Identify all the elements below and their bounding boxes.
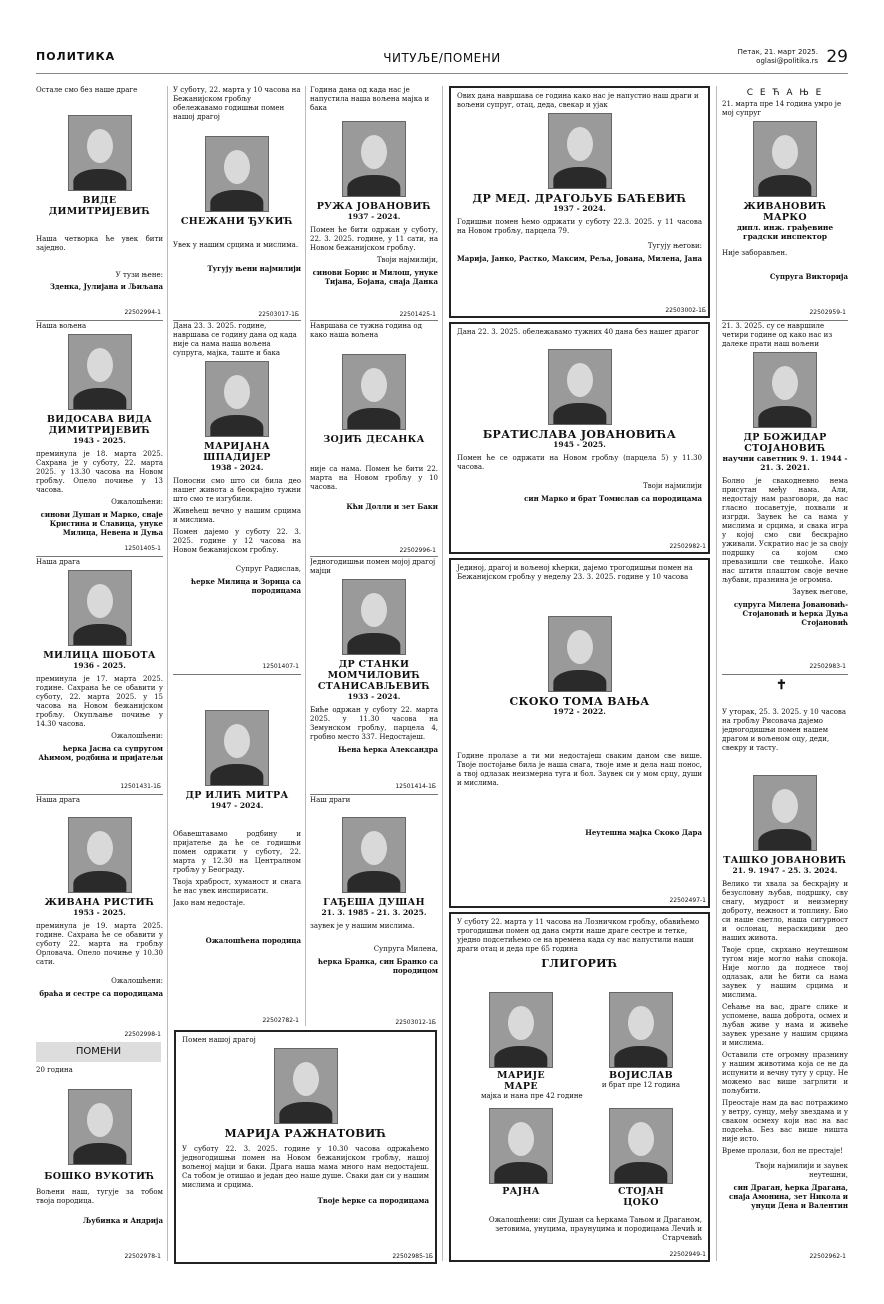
ad-code: 22502962-1 [809, 1253, 846, 1260]
ad-code: 22502996-1 [399, 547, 436, 554]
portrait-photo [609, 1108, 673, 1184]
ad-code: 12501414-1Б [395, 783, 436, 790]
deceased-name: ЖИВАНОВИЋ МАРКО [743, 201, 827, 223]
deceased-name: МАРИЈАНА ШПАДИЈЕР [203, 441, 271, 463]
ad-signature: браћа и сестре са породицама [39, 989, 163, 998]
gligoric-person-3 [481, 1108, 561, 1197]
pomen-dr-stanka-momcilovic [310, 558, 438, 792]
portrait-photo [205, 136, 269, 212]
ad-signature: Тугују њени најмилији [207, 264, 301, 273]
life-years: 1945 - 2025. [553, 440, 606, 449]
ad-lead: Наша драга [36, 558, 80, 566]
pomen-snezana-djukic [173, 86, 301, 320]
ad-lead: У суботу 22. марта у 11 часова на Лозничком гробљу, обавићемо трогодишњи помен од дана смрти наше драге сестре и тетке, уједно подсетићемо се на времена када су нас напустили наши драги отац и деда пре 65 година [457, 918, 700, 953]
pomen-gligoric-family [449, 912, 710, 1262]
ad-code: 22502983-1 [809, 663, 846, 670]
ad-code: 12501407-1 [262, 663, 299, 670]
pomen-gadjesa-dusan [310, 796, 438, 1028]
portrait-photo [274, 1048, 338, 1124]
deceased-name: ДР СТАНКИ МОМЧИЛОВИЋ СТАНИСАВЉЕВИЋ [317, 659, 431, 692]
portrait-photo [489, 1108, 553, 1184]
ad-code: 22502959-1 [809, 309, 846, 316]
person-name: СТОЈАН ЦОКО [618, 1186, 664, 1208]
ad-text: Наша четворка ће увек бити заједно. [36, 235, 163, 252]
cross-icon: ✝ [776, 678, 787, 693]
ad-lead: Навршава се тужна година од како наша вољена [310, 322, 422, 339]
ad-text: Није заборављен. [722, 249, 788, 257]
portrait-photo [753, 121, 817, 197]
ad-code: 22502998-1 [124, 1031, 161, 1038]
ad-code: 12501405-1 [124, 545, 161, 552]
ad-signature-intro: Ожалошћени: [111, 498, 163, 506]
masthead [36, 44, 848, 74]
ad-text: Живећеш вечно у нашим срцима и мислима. [173, 507, 301, 524]
pomen-bosko-vukotic [36, 1066, 163, 1262]
deceased-name: МИЛИЦА ШОБОТА [43, 650, 156, 661]
secanje-dr-bozidar-stojanovic [722, 322, 848, 672]
ad-divider [310, 794, 438, 795]
ad-signature: Марија, Јанко, Растко, Максим, Рељa, Јована, Милена, Јана [457, 254, 702, 263]
ad-signature-intro: Супруга Милена, [373, 945, 438, 953]
secanje-zivanovic-marko [722, 100, 848, 318]
newspaper-logo: ПОЛИТИКА [36, 50, 116, 63]
ad-signature: Зденка, Јулијана и Љиљана [49, 282, 163, 291]
ad-text: Твоје срце, скрхано неутешном тугом није могло наћи спокоја. Није могло да поднесе твој одлазак, али ће бити са нама заувек у нашим срцима и мислима. [722, 946, 848, 999]
ad-text: Твоја храброст, хуманост и снага ће нас увек инспирисати. [173, 878, 301, 895]
dateline [738, 48, 818, 66]
ad-divider [36, 556, 163, 557]
ad-signature: ћерка Јасна са супругом Аћимом, родбина и пријатељи [38, 744, 163, 762]
ad-lead: Наш драги [310, 796, 351, 804]
ad-signature: супруга Милена Јовановић-Стојановић и ћерка Дуња Стојановић [733, 600, 848, 627]
ad-text: Болно је свакодневно нема присутан међу нама. Али, недостају нам разговори, да нас гласно посаветује, похвали и изгрди. Заувек ће са нама у мислима и срцима, и свака игра у којој смо сви бескрајно уживали. Ускратио нас је за своју подршку са којом смо превазишли све тешкоће. Иако нас штити плаштом своје вечне љубави, празнина је огромна. [722, 477, 848, 584]
ad-signature: Њена ћерка Александра [337, 745, 438, 754]
ad-lead: Дана 23. 3. 2025. године, навршава се годину дана од када није са нама наша вољена супруга, мајка, таште и бака [173, 322, 297, 357]
obituary-vidosava-dimitrijevic [36, 322, 163, 554]
ad-code: 22503002-1Б [665, 307, 706, 314]
life-years: 1943 - 2025. [73, 436, 126, 445]
ad-code: 22502982-1 [669, 543, 706, 550]
pomen-zojic-desanka [310, 322, 438, 556]
issue-date: Петак, 21. март 2025. [737, 48, 818, 56]
secanje-section-label: С Е Ћ А Њ Е [746, 88, 824, 98]
ad-lead: 20 година [36, 1066, 73, 1074]
ad-code: 22503017-1Б [258, 311, 299, 318]
portrait-photo [753, 775, 817, 851]
ad-code: 22502949-1 [669, 1251, 706, 1258]
deceased-name: СНЕЖАНИ ЂУКИЋ [180, 216, 294, 227]
ad-signature-intro: Твоји најмилији и заувек неутешни, [755, 1162, 848, 1179]
ad-signature: Кћи Долли и зет Баки [346, 502, 438, 511]
ad-signature: синови Борис и Милош, унуке Тијана, Бојана, снаја Данка [312, 268, 438, 286]
deceased-name: ВИДОСАВА ВИДА ДИМИТРИЈЕВИЋ [46, 414, 153, 436]
person-relation: мајка и нана пре 42 године [481, 1092, 583, 1100]
column-divider [716, 86, 717, 1261]
ad-divider [36, 794, 163, 795]
ad-code: 12501431-1Б [120, 783, 161, 790]
ad-text: преминула је 19. марта 2025. године. Сахрана ће се обавити у суботу 22. марта на гробљу Орловача. Опело почиње у 10.30 сати. [36, 922, 163, 966]
pomen-dr-ilic-mitra [173, 676, 301, 1026]
ad-divider [173, 320, 301, 321]
ad-lead: 21. марта пре 14 година умро је мој супруг [722, 100, 842, 117]
portrait-photo [342, 579, 406, 655]
ad-signature-intro: Ожалошћени: [111, 977, 163, 985]
portrait-photo [342, 354, 406, 430]
ad-divider [310, 556, 438, 557]
ad-text: Велико ти хвала за бескрајну и безусловну љубав, подршку, сву снагу, мудрост и неизмерну доброту, нежност и топлину. Био си наше светло, наша сигурност и ослонац, нераскидиви део наших живота. [722, 880, 848, 942]
ad-text: Биће одржан у суботу 22. марта 2025. у 11.30 часова на Земунском гробљу, парцела 4, гробно место 337. Недостајеш. [310, 706, 438, 741]
ad-text: Сећање на вас, драге слике и успомене, ваша доброта, осмех и љубав живе у нама и живеће заувек урезане у нашим срцима и мислима. [722, 1003, 848, 1047]
ad-code: 22502497-1 [669, 897, 706, 904]
deceased-name: ВИДЕ ДИМИТРИЈЕВИЋ [48, 195, 151, 217]
ad-divider [36, 320, 163, 321]
ad-text: У суботу 22. 3. 2025. године у 10.30 часова одржаћемо једногодишњи помен на Новом бежанијском гробљу, нашој вољеној мајци и баки. Драга наша мама много нам недостајеш. Са тобом је отишао и један део наше душе. Сваки дан си у нашим мислима и срцима. [182, 1145, 429, 1189]
ad-signature-intro: Твоји најмилији [643, 482, 702, 490]
portrait-photo [68, 817, 132, 893]
ad-text: Јако нам недостаје. [173, 899, 246, 907]
ad-lead: У уторак, 25. 3. 2025. у 10 часова на гробљу Рисовача дајемо једногодишњи помен нашем драгом и вољеном оцу, деди, свекру и тасту. [722, 708, 847, 752]
deceased-name: РУЖА ЈОВАНОВИЋ [316, 201, 432, 212]
ad-text: Увек у нашим срцима и мислима. [173, 241, 299, 249]
ad-signature: ћерке Милица и Зорица са породицама [191, 577, 301, 595]
family-name: ГЛИГОРИЋ [541, 957, 618, 970]
ad-text: Помен ће бити одржан у суботу, 22. 3. 2025. године, у 11 сати, на Новом бежанијском гробљу. [310, 226, 438, 252]
ad-lead: Ових дана навршава се година како нас је напустио наш драги и вољени супруг, отац, деда, свекар и ујак [457, 92, 699, 109]
ad-code: 22502978-1 [124, 1253, 161, 1260]
ad-text: преминула је 17. марта 2025. године. Сахрана ће се обавити у суботу, 22. марта 2025. у 15 часова на Новом бежанијском гробљу. Окупљање почиње у 14.30 часова. [36, 675, 163, 728]
person-name: РАЈНА [502, 1186, 540, 1197]
ad-lead: Наша драга [36, 796, 80, 804]
ad-signature-intro: Твоји најмилији, [376, 256, 438, 264]
gligoric-person-1 [481, 992, 583, 1101]
ad-lead: Година дана од када нас је напустила наша вољена мајка и бака [310, 86, 430, 112]
ad-signature-intro: Супруг Радислав, [235, 565, 301, 573]
ad-divider [722, 674, 848, 675]
ad-lead: Једногодишњи помен мојој драгој мајци [310, 558, 436, 575]
ad-text: није са нама. Помен ће бити 22. марта на Новом гробљу у 10 часова. [310, 465, 438, 491]
ad-signature: синови Душан и Марко, снаје Кристина и Славица, унуке Милица, Невена и Дуња [40, 510, 163, 537]
life-years: 21. 3. 1985 - 21. 3. 2025. [321, 908, 427, 917]
ad-text: Оставили сте огромну празнину у нашим животима која се не да испунити и вечну тугу у срцу. Не можемо вас више загрлити и пољубити. [722, 1051, 848, 1095]
deceased-name: ЗОЈИЋ ДЕСАНКА [323, 434, 425, 445]
deceased-name: ЖИВАНА РИСТИЋ [44, 897, 155, 908]
ad-signature-intro: У тузи њене: [115, 271, 163, 279]
life-years: 21. 9. 1947 - 25. 3. 2024. [732, 866, 838, 875]
person-name: МАРИЈЕ МАРЕ [497, 1070, 545, 1092]
pomen-ruza-jovanovic [310, 86, 438, 320]
ad-text: Вољени наш, тугује за тобом твоја породица. [36, 1188, 163, 1205]
ad-text: Годишњи помен ћемо одржати у суботу 22.3. 2025. у 11 часова на Новом гробљу, парцела 79. [457, 218, 702, 235]
person-relation: и брат пре 12 година [601, 1081, 681, 1089]
ad-signature-intro: Заувек његове, [792, 588, 848, 596]
ad-divider [722, 320, 848, 321]
ad-signature-intro: Ожалошћени: [111, 732, 163, 740]
ad-signature: син Драган, ћерка Драгана, снаја Амонина, зет Никола и унуци Дена и Валентин [728, 1183, 848, 1210]
gligoric-person-2 [601, 992, 681, 1090]
life-years: дипл. инж. грађевине градски инспектор [736, 223, 834, 241]
deceased-name: БОШКО ВУКОТИЋ [44, 1171, 155, 1182]
portrait-photo [548, 349, 612, 425]
ad-text: заувек је у нашим мислима. [310, 922, 415, 930]
ad-signature: Ожалошћена породица [205, 936, 301, 945]
portrait-photo [548, 616, 612, 692]
ad-divider [173, 674, 301, 675]
page-number: 29 [826, 47, 848, 67]
ad-lead: Наша вољена [36, 322, 87, 330]
ad-lead: 21. 3. 2025. су се навршиле четири године од како нас из далеке прати наш вољени [722, 322, 833, 348]
portrait-photo [205, 361, 269, 437]
column-divider [167, 86, 168, 1261]
ad-lead: У суботу, 22. марта у 10 часова на Бежанијском гробљу обележавамо годишњи помен нашој драгој [173, 86, 301, 121]
pomeni-section-label: ПОМЕНИ [36, 1042, 161, 1062]
pomen-bratislav-jovanovic [449, 322, 710, 554]
section-title: ЧИТУЉЕ/ПОМЕНИ [383, 51, 501, 65]
ad-code: 22502994-1 [124, 309, 161, 316]
portrait-photo [68, 570, 132, 646]
person-name: ВОЈИСЛАВ [609, 1070, 673, 1081]
life-years: научни саветник 9. 1. 1944 - 21. 3. 2021. [722, 454, 848, 472]
ad-code: 22502782-1 [262, 1017, 299, 1024]
pomen-marija-raznatovic [174, 1030, 437, 1264]
deceased-name: БРАТИСЛАВА ЈОВАНОВИЋА [482, 428, 677, 441]
life-years: 1972 - 2022. [553, 707, 606, 716]
ad-signature: Твоје ћерке са породицама [317, 1196, 429, 1205]
pomen-dr-dragoljub-bacevic [449, 86, 710, 318]
deceased-name: МАРИЈА РАЖНАТОВИЋ [224, 1127, 387, 1140]
deceased-name: ТАШКО ЈОВАНОВИЋ [723, 855, 847, 866]
life-years: 1953 - 2025. [73, 908, 126, 917]
ad-signature: Супруга Викторија [769, 272, 848, 281]
contact-email[interactable]: oglasi@politika.rs [756, 57, 818, 65]
ad-signature: Неутешна мајка Скоко Дара [585, 828, 702, 837]
deceased-name: СКОКО ТОМА ВАЊА [509, 695, 650, 708]
portrait-photo [68, 115, 132, 191]
ad-lead: Помен нашој драгој [182, 1036, 256, 1044]
portrait-photo [342, 817, 406, 893]
ad-text: Године пролазе а ти ми недостајеш сваким даном све више. Твоје постојање била је наша снага, твоје име и дела наш понос, а твој одлазак неизмерна туга и бол. Заувек си у мом срцу, души и мислима. [457, 752, 702, 787]
ad-signature: Љубинка и Андрија [82, 1216, 163, 1225]
portrait-photo [609, 992, 673, 1068]
gligoric-person-4 [601, 1108, 681, 1208]
obituary-vide-dimitrijevic [36, 86, 163, 318]
column-divider [305, 86, 306, 1026]
obituary-milica-sobota [36, 558, 163, 792]
portrait-photo [68, 334, 132, 410]
portrait-photo [205, 710, 269, 786]
ad-lead: Остале смо без наше драге [36, 86, 138, 94]
ad-text: Преостаје нам да вас потражимо у ветру, сунцу, међу звездама и у сваком осмеху који нас на вас подсећа. Без вас више ништа није исто. [722, 1099, 848, 1143]
ad-code: 22502985-1Б [392, 1253, 433, 1260]
life-years: 1937 - 2024. [553, 204, 606, 213]
deceased-name: ДР БОЖИДАР СТОЈАНОВИЋ [743, 432, 827, 454]
deceased-name: ДР МЕД. ДРАГОЉУБ БАЋЕВИЋ [472, 192, 687, 205]
portrait-photo [489, 992, 553, 1068]
obituary-zivana-ristic [36, 796, 163, 1040]
ad-text: Помен ће се одржати на Новом гробљу (парцела 5) у 11.30 часова. [457, 454, 702, 471]
pomen-skoko-toma-vanja [449, 558, 710, 908]
portrait-photo [548, 113, 612, 189]
deceased-name: ГАЂЕША ДУШАН [323, 897, 425, 908]
ad-text: Обавештавамо родбину и пријатеље да ће се годишњи помен одржати у суботу, 22. марта у 12.30 на Централном гробљу у Београду. [173, 830, 301, 874]
portrait-photo [342, 121, 406, 197]
pomen-marijana-spadijer [173, 322, 301, 672]
ad-code: 22501425-1 [399, 311, 436, 318]
ad-lead: Јединој, драгој и вољеној кћерки, дајемо трогодишњи помен на Бежанијском гробљу у недељу 23. 3. 2025. године у 10 часова [457, 564, 693, 581]
life-years: 1937 - 2024. [347, 212, 401, 221]
pomen-tasko-jovanovic [722, 708, 848, 1262]
ad-signature: ћерка Бранка, син Бранко са породицом [318, 957, 438, 975]
life-years: 1938 - 2024. [210, 463, 264, 472]
ad-text: преминула је 18. марта 2025. Сахрана је у суботу, 22. марта 2025. у 13.30 часова на Новом гробљу. Опело почиње у 13 часова. [36, 450, 163, 494]
column-divider [442, 86, 443, 1261]
ad-text: Време пролази, бол не престаје! [722, 1147, 844, 1155]
ad-signature-intro: Тугују његови: [647, 242, 702, 250]
life-years: 1936 - 2025. [73, 661, 126, 670]
portrait-photo [68, 1089, 132, 1165]
ad-code: 22503012-1Б [395, 1019, 436, 1026]
ad-text: Помен дајемо у суботу 22. 3. 2025. године у 12 часова на Новом бежанијском гробљу. [173, 528, 301, 554]
portrait-photo [753, 352, 817, 428]
ad-signature: син Марко и брат Томислав са породицама [524, 494, 702, 503]
deceased-name: ДР ИЛИЋ МИТРА [185, 790, 289, 801]
ad-text: Поносни смо што си била део нашег живота а беокрајно тужни што смо те изгубили. [173, 477, 301, 503]
ad-signature: Ожалошћени: син Душан са ћеркама Тањом и Драганом, зетовима, унуцима, праунуцима и породицама Лечић и Старчевић [488, 1216, 702, 1242]
life-years: 1947 - 2024. [210, 801, 264, 810]
ad-lead: Дана 22. 3. 2025. обележавамо тужних 40 дана без нашег драгог [457, 328, 700, 336]
ad-divider [310, 320, 438, 321]
life-years: 1933 - 2024. [347, 692, 401, 701]
